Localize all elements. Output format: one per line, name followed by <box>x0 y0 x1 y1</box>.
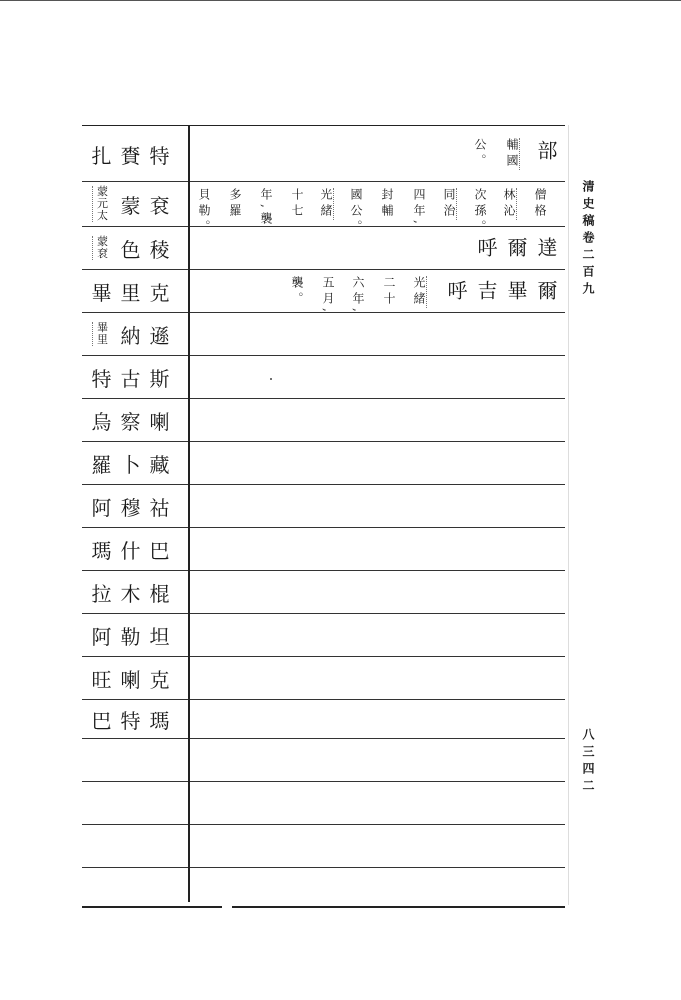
name-text: 特古斯 <box>91 366 179 391</box>
row-rule <box>190 441 565 442</box>
name-annotation: 蒙袞 <box>92 236 111 260</box>
entry-text: 畢 <box>504 280 528 306</box>
entry-text: 六年, <box>351 276 365 316</box>
book-title: 清史稿卷二百九 <box>581 180 595 299</box>
bottom-rule <box>82 906 222 908</box>
row-rule <box>190 656 565 657</box>
entry-text: 年,襲 <box>259 188 273 228</box>
name-text: 色稜 <box>120 237 179 262</box>
row-rule <box>190 613 565 614</box>
name-text: 拉木棍 <box>91 581 179 606</box>
name-cell <box>82 528 188 570</box>
row-rule <box>190 867 565 868</box>
name-cell <box>82 614 188 656</box>
name-annotation: 畢里 <box>92 322 111 346</box>
name-cell <box>82 134 188 174</box>
column-divider <box>188 126 190 902</box>
entry-text: 爾 <box>504 237 528 263</box>
name-text: 旺喇克 <box>91 667 179 692</box>
entry-text: 國公。 <box>349 188 363 236</box>
name-cell <box>82 313 188 355</box>
row-rule <box>190 398 565 399</box>
row-rule <box>190 269 565 270</box>
row-rule <box>190 226 565 227</box>
page-top-rule <box>0 0 681 1</box>
name-cell <box>82 442 188 484</box>
entry-text: 公。 <box>473 138 487 170</box>
name-cell <box>82 657 188 699</box>
name-text: 烏察喇 <box>91 409 179 434</box>
row-rule <box>82 781 188 782</box>
name-text: 納遜 <box>120 323 179 348</box>
genealogy-table <box>82 125 565 902</box>
entry-text: 襲。 <box>290 276 304 308</box>
ink-speck <box>270 378 272 380</box>
row-rule <box>82 867 188 868</box>
entry-text: 多羅 <box>228 188 242 220</box>
name-cell <box>82 485 188 527</box>
name-text: 畢里克 <box>91 280 179 305</box>
entry-text: 輔國 <box>505 138 519 170</box>
entry-text: 四年, <box>412 188 426 228</box>
name-text: 阿穆祜 <box>91 495 179 520</box>
name-cell <box>82 700 188 738</box>
entry-text: 呼 <box>444 280 468 306</box>
row-rule <box>190 484 565 485</box>
row-rule <box>190 738 565 739</box>
entry-text: 僧格 <box>533 188 547 220</box>
entry-text: 達 <box>534 237 558 263</box>
entry-text: 光緒 <box>319 188 333 220</box>
name-text: 扎賚特 <box>91 143 179 168</box>
entry-text: 封輔 <box>380 188 394 220</box>
row-rule <box>190 181 565 182</box>
row-rule <box>82 824 188 825</box>
name-text: 巴特瑪 <box>91 708 179 733</box>
row-rule <box>190 699 565 700</box>
name-cell <box>82 182 188 226</box>
entry-text: 二十 <box>382 276 396 308</box>
row-rule <box>190 570 565 571</box>
name-cell <box>82 227 188 269</box>
name-text: 蒙袞 <box>120 193 179 218</box>
row-rule <box>190 527 565 528</box>
name-text: 瑪什巴 <box>91 538 179 563</box>
entry-text: 五月, <box>321 276 335 316</box>
row-rule <box>190 824 565 825</box>
name-text: 阿勒坦 <box>91 624 179 649</box>
bottom-rule <box>232 906 565 908</box>
entry-text: 次孫。 <box>473 188 487 236</box>
entry-text: 爾 <box>534 280 558 306</box>
entry-text: 吉 <box>474 280 498 306</box>
entry-text: 部 <box>534 140 558 166</box>
name-cell <box>82 399 188 441</box>
row-rule <box>190 312 565 313</box>
name-cell <box>82 270 188 312</box>
row-rule <box>190 781 565 782</box>
entry-text: 林沁 <box>502 188 516 220</box>
entry-text: 光緒 <box>412 276 426 308</box>
name-cell <box>82 356 188 398</box>
name-cell <box>82 571 188 613</box>
margin-rule <box>568 125 569 905</box>
entry-text: 貝勒。 <box>197 188 211 236</box>
entry-text: 同治 <box>442 188 456 220</box>
entry-text: 呼 <box>474 237 498 263</box>
row-rule <box>82 738 188 739</box>
name-text: 羅卜藏 <box>91 452 179 477</box>
name-annotation: 蒙元太 <box>92 186 111 222</box>
entry-text: 十七 <box>290 188 304 220</box>
row-rule <box>190 355 565 356</box>
page-number: 八三四二 <box>581 728 595 796</box>
